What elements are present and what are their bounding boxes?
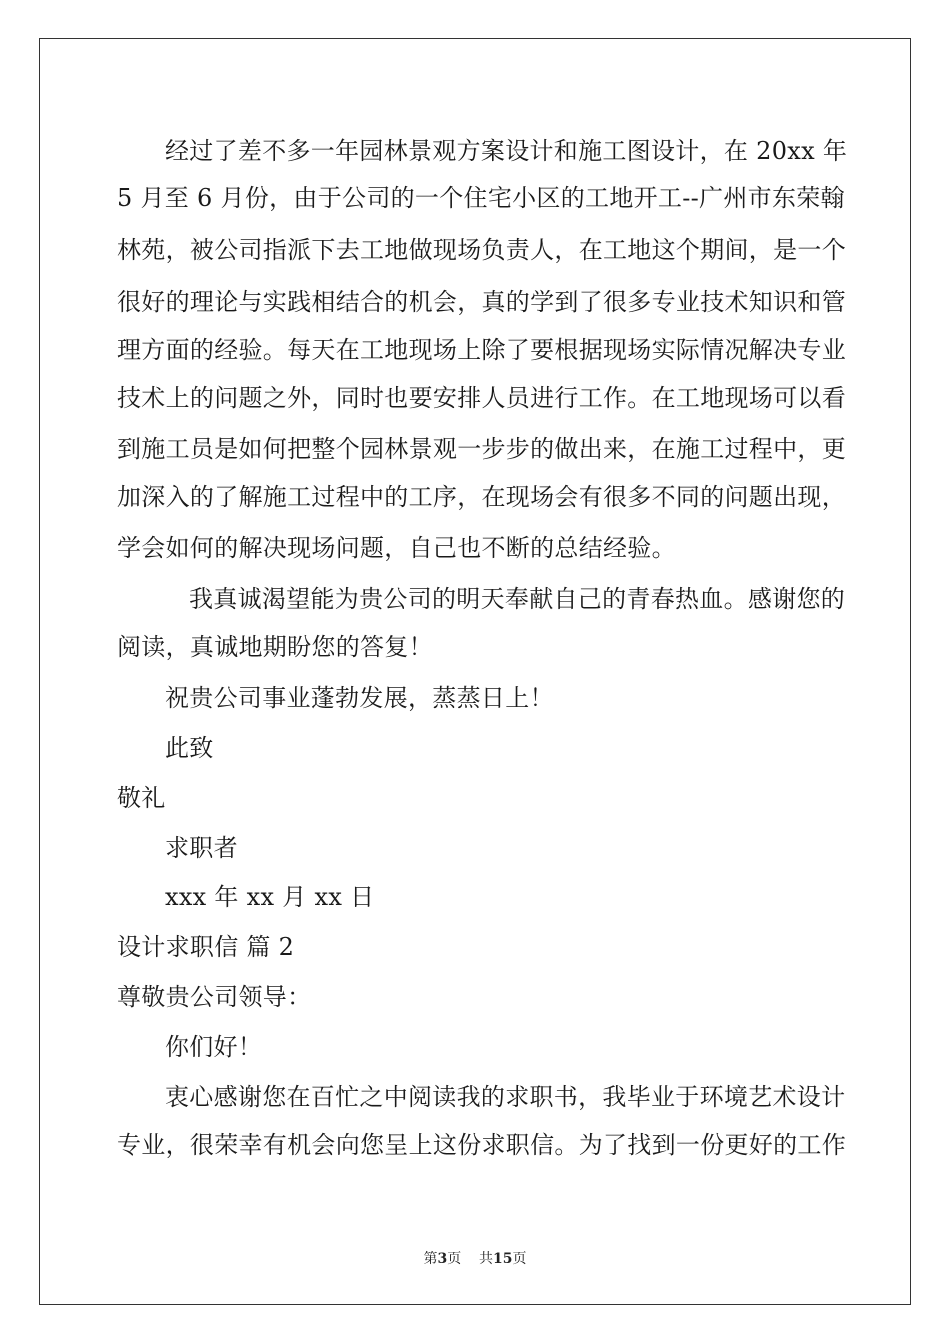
paragraph-line: 理方面的经验。每天在工地现场上除了要根据现场实际情况解决专业	[117, 336, 846, 364]
paragraph-line: 加深入的了解施工过程中的工序，在现场会有很多不同的问题出现，	[117, 483, 846, 511]
paragraph-line: 学会如何的解决现场问题，自己也不断的总结经验。	[117, 534, 676, 562]
paragraph-line: 很好的理论与实践相结合的机会，真的学到了很多专业技术知识和管	[117, 288, 846, 316]
page-footer	[0, 1250, 950, 1268]
page-border	[39, 38, 911, 1305]
paragraph-line: 衷心感谢您在百忙之中阅读我的求职书，我毕业于环境艺术设计	[165, 1083, 846, 1111]
paragraph-line: 专业，很荣幸有机会向您呈上这份求职信。为了找到一份更好的工作	[117, 1131, 846, 1159]
wishes-line: 祝贵公司事业蓬勃发展，蒸蒸日上！	[165, 684, 554, 712]
paragraph-line: 到施工员是如何把整个园林景观一步步的做出来，在施工过程中，更	[117, 435, 846, 463]
closing-line: 敬礼	[117, 784, 166, 812]
paragraph-line: 经过了差不多一年园林景观方案设计和施工图设计，在 20xx 年	[165, 137, 848, 165]
paragraph-line: 5 月至 6 月份，由于公司的一个住宅小区的工地开工--广州市东荣翰	[117, 184, 845, 212]
closing-line: 此致	[165, 734, 214, 762]
footer-page-unit: 页	[447, 1251, 462, 1267]
footer-total-prefix: 共	[479, 1251, 494, 1267]
paragraph-line: 我真诚渴望能为贵公司的明天奉献自己的青春热血。感谢您的	[189, 585, 846, 613]
salutation-line: 尊敬贵公司领导：	[117, 983, 312, 1011]
date-line: xxx 年 xx 月 xx 日	[165, 883, 375, 911]
paragraph-line: 阅读，真诚地期盼您的答复！	[117, 633, 433, 661]
footer-page-number: 3	[437, 1251, 448, 1267]
paragraph-line: 技术上的问题之外，同时也要安排人员进行工作。在工地现场可以看	[117, 384, 846, 412]
section-title: 设计求职信 篇 2	[117, 933, 295, 961]
footer-prefix: 第	[423, 1251, 438, 1267]
greeting-line: 你们好！	[165, 1033, 263, 1061]
footer-total-unit: 页	[512, 1251, 527, 1267]
signature-line: 求职者	[165, 834, 238, 862]
footer-total-pages: 15	[493, 1251, 513, 1267]
paragraph-line: 林苑，被公司指派下去工地做现场负责人，在工地这个期间，是一个	[117, 236, 846, 264]
